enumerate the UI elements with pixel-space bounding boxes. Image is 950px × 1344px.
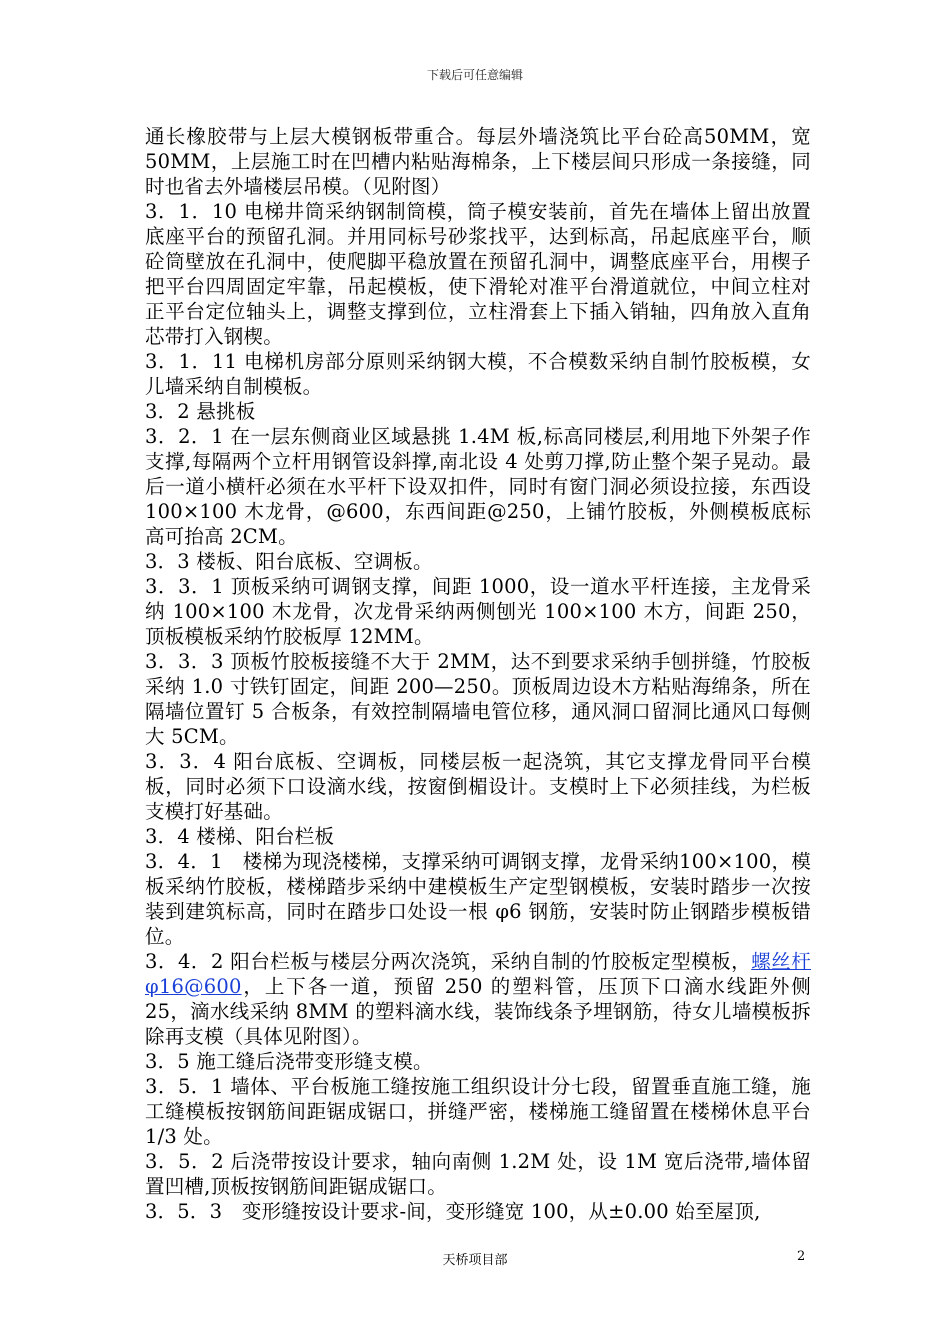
paragraph: 3．1．10 电梯井筒采纳钢制筒模，筒子模安装前，首先在墙体上留出放置底座平台的预留孔洞。并用同标号砂浆找平，达到标高，吊起底座平台，顺砼筒壁放在孔洞中，使爬脚平稳放置在预留孔洞中，调整底座平台，用楔子把平台四周固定牢靠，吊起模板，使下滑轮对准平台滑道就位，中间立柱对正平台定位轴头上，调整支撑到位，立柱滑套上下插入销轴，四角放入直角芯带打入钢楔。 bbox=[145, 200, 811, 348]
paragraph: 3．2．1 在一层东侧商业区域悬挑 1.4M 板,标高同楼层,利用地下外架子作支撑,每隔两个立杆用钢管设斜撑,南北设 4 处剪刀撑,防止整个架子晃动。最后一道小横杆必须在水平杆下设双扣件，同时有窗门洞必须设拉接，东西设 100×100 木龙骨，@600，东西间距@250，上铺竹胶板，外侧模板底标高可抬高 2CM。 bbox=[145, 425, 811, 548]
paragraph: 3．5．1 墙体、平台板施工缝按施工组织设计分七段，留置垂直施工缝，施工缝模板按钢筋间距锯成锯口，拼缝严密，楼梯施工缝留置在楼梯休息平台 1/3 处。 bbox=[145, 1075, 811, 1148]
page-header: 下载后可任意编辑 bbox=[426, 68, 523, 82]
rebar-link[interactable]: 螺丝杆 φ16@600 bbox=[145, 950, 811, 998]
section-heading: 3．2 悬挑板 bbox=[145, 400, 256, 423]
section-heading: 3．5 施工缝后浇带变形缝支模。 bbox=[145, 1050, 433, 1073]
paragraph: 3．5．2 后浇带按设计要求，轴向南侧 1.2M 处，设 1M 宽后浇带,墙体留置凹槽,顶板按钢筋间距锯成锯口。 bbox=[145, 1150, 811, 1198]
page-number: 2 bbox=[797, 1249, 806, 1264]
paragraph: 3．1．11 电梯机房部分原则采纳钢大模，不合模数采纳自制竹胶板模，女儿墙采纳自制模板。 bbox=[145, 350, 811, 398]
paragraph: 通长橡胶带与上层大模钢板带重合。每层外墙浇筑比平台砼高50MM，宽 50MM，上层施工时在凹槽内粘贴海棉条，上下楼层间只形成一条接缝，同时也省去外墙楼层吊模。（见附图） bbox=[145, 125, 811, 198]
paragraph: 3．5．3 变形缝按设计要求-间，变形缝宽 100，从±0.00 始至屋顶, bbox=[145, 1200, 761, 1223]
paragraph: 3．3．3 顶板竹胶板接缝不大于 2MM，达不到要求采纳手刨拼缝，竹胶板采纳 1.0 寸铁钉固定，间距 200—250。顶板周边设木方粘贴海绵条，所在隔墙位置钉 5 合板条，有效控制隔墙电管位移，通风洞口留洞比通风口每侧大 5CM。 bbox=[145, 650, 811, 748]
section-heading: 3．4 楼梯、阳台栏板 bbox=[145, 825, 335, 848]
document-body bbox=[145, 124, 811, 1224]
paragraph: 3．3．4 阳台底板、空调板，同楼层板一起浇筑，其它支撑龙骨同平台模板，同时必须下口设滴水线，按窗倒楣设计。支模时上下必须挂线，为栏板支模打好基础。 bbox=[145, 750, 811, 823]
paragraph: 3．4．1 楼梯为现浇楼梯，支撑采纳可调钢支撑，龙骨采纳100×100，模板采纳竹胶板，楼梯踏步采纳中建模板生产定型钢模板，安装时踏步一次按装到建筑标高，同时在踏步口处设一根 φ6 钢筋，安装时防止钢踏步模板错位。 bbox=[145, 850, 811, 948]
footer-project-name: 天桥项目部 bbox=[442, 1253, 508, 1268]
paragraph-text: ，上下各一道，预留 250 的塑料管，压顶下口滴水线距外侧 25，滴水线采纳 8MM 的塑料滴水线，装饰线条予埋钢筋，待女儿墙模板拆除再支模（具体见附图）。 bbox=[145, 975, 811, 1048]
paragraph-with-link bbox=[145, 949, 811, 1049]
paragraph: 3．3．1 顶板采纳可调钢支撑，间距 1000，设一道水平杆连接，主龙骨采纳 100×100 木龙骨，次龙骨采纳两侧刨光 100×100 木方，间距 250，顶板模板采纳竹胶板厚 12MM。 bbox=[145, 575, 811, 648]
section-heading: 3．3 楼板、阳台底板、空调板。 bbox=[145, 550, 433, 573]
paragraph-text: 3．4．2 阳台栏板与楼层分两次浇筑，采纳自制的竹胶板定型模板， bbox=[145, 950, 752, 973]
